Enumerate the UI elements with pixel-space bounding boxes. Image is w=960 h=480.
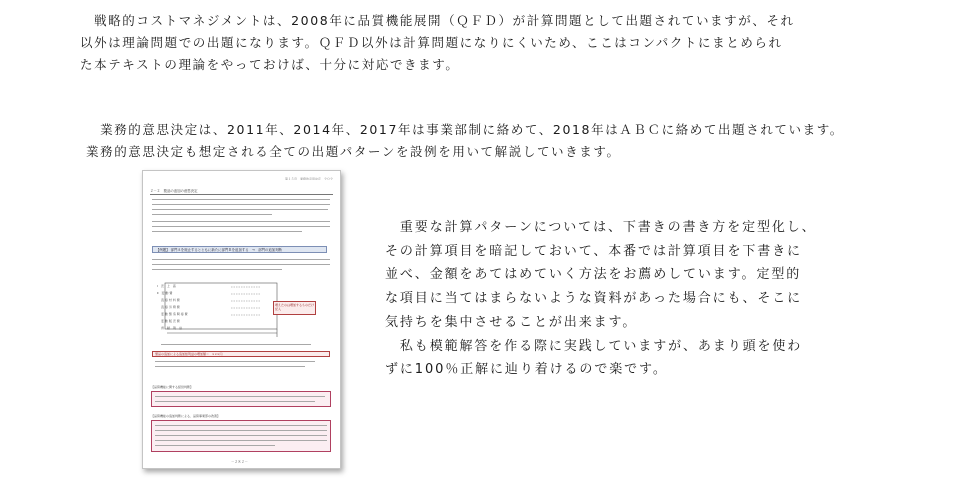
thumbnail-pink-box [151, 420, 331, 452]
thumbnail-row: 変 動 販 売 費 [157, 319, 180, 323]
text-line: 並べ、金額をあてはめていく方法をお薦めしています。定型的 [385, 267, 802, 283]
thumbnail-text-line [152, 221, 330, 222]
calc-pattern-paragraph [385, 216, 817, 382]
thumbnail-row: 直 接 材 料 費 [157, 298, 180, 302]
thumbnail-text-line [155, 366, 305, 367]
thumbnail-page-number: －２８２－ [231, 460, 248, 464]
thumbnail-text-line [155, 440, 327, 441]
text-line: ずに100％正解に辿り着けるので楽です。 [385, 362, 668, 378]
thumbnail-caption: 【品質機能に関する経営判断】 [151, 385, 194, 389]
intro-paragraph-operational-decisions [86, 119, 844, 163]
thumbnail-caption: 【品質機能の追加判断による、品質事業部の改善】 [151, 414, 221, 418]
thumbnail-text-line [155, 435, 327, 436]
thumbnail-text-line [155, 425, 327, 426]
thumbnail-pink-box [151, 391, 331, 407]
thumbnail-row: Ⅱ 変 動 費 [157, 291, 173, 295]
text-line: た本テキストの理論をやっておけば、十分に対応できます。 [80, 57, 460, 72]
thumbnail-text-line [152, 264, 330, 265]
thumbnail-text-line [152, 231, 302, 232]
thumbnail-text-line [152, 199, 330, 200]
thumbnail-row: Ⅰ 売 上 高 [157, 284, 176, 288]
thumbnail-text-line [155, 401, 315, 402]
thumbnail-callout: 増えたのは増加するものだけ記入 [273, 301, 316, 315]
intro-paragraph-strategic-cost [80, 10, 795, 76]
thumbnail-text-line [155, 430, 327, 431]
thumbnail-header: 第１５章 業務的意思決定 ９０９ [284, 177, 333, 180]
text-line: 気持ちを集中させることが出来ます。 [385, 314, 638, 330]
text-line: 戦略的コストマネジメントは、2008年に品質機能展開（ＱＦＤ）が計算問題として出題されていますが、それ [80, 13, 795, 28]
thumbnail-text-line [152, 226, 330, 227]
textbook-page-thumbnail [142, 170, 341, 469]
thumbnail-text-line [155, 361, 315, 362]
text-line: な項目に当てはまらないような資料があった場合にも、そこに [385, 291, 803, 307]
thumbnail-row: 直 接 労 務 費 [157, 305, 180, 309]
text-line: 以外は理論問題での出題になります。ＱＦＤ以外は計算問題になりにくいため、ここはコンパクトにまとめられ [80, 35, 783, 50]
thumbnail-text-line [152, 204, 330, 205]
thumbnail-text-line [155, 445, 275, 446]
thumbnail-text-line [152, 259, 330, 260]
thumbnail-example-heading: 【例題】 部門Ａを廃止するとともに新たに部門Ｂを追加する → 部門の追加判断 [152, 246, 327, 253]
thumbnail-text-line [161, 344, 311, 345]
text-line: その計算項目を暗記しておいて、本番では計算項目を下書きに [385, 243, 802, 259]
thumbnail-text-line [152, 269, 282, 270]
thumbnail-section-title: ２－２ 製品の追加の意思決定 [150, 189, 333, 195]
thumbnail-row: 変 動 製 造 間 接 費 [157, 312, 188, 316]
thumbnail-text-line [152, 209, 328, 210]
text-line: 業務的意思決定は、2011年、2014年、2017年は事業部制に絡めて、2018年はＡＢＣに絡めて出題されています。 [86, 122, 844, 137]
text-line: 業務的意思決定も想定される全ての出題パターンを設例を用いて解説していきます。 [86, 144, 621, 159]
thumbnail-result-bar: 製品の追加による追加総利益の増加額＝ ×××円 [152, 351, 330, 357]
text-line: 私も模範解答を作る際に実践していますが、あまり頭を使わ [385, 338, 803, 354]
thumbnail-row: 貢 献 利 益 [157, 326, 182, 330]
thumbnail-text-line [152, 214, 272, 215]
text-line: 重要な計算パターンについては、下書きの書き方を定型化し、 [385, 220, 817, 235]
thumbnail-text-line [155, 396, 325, 397]
